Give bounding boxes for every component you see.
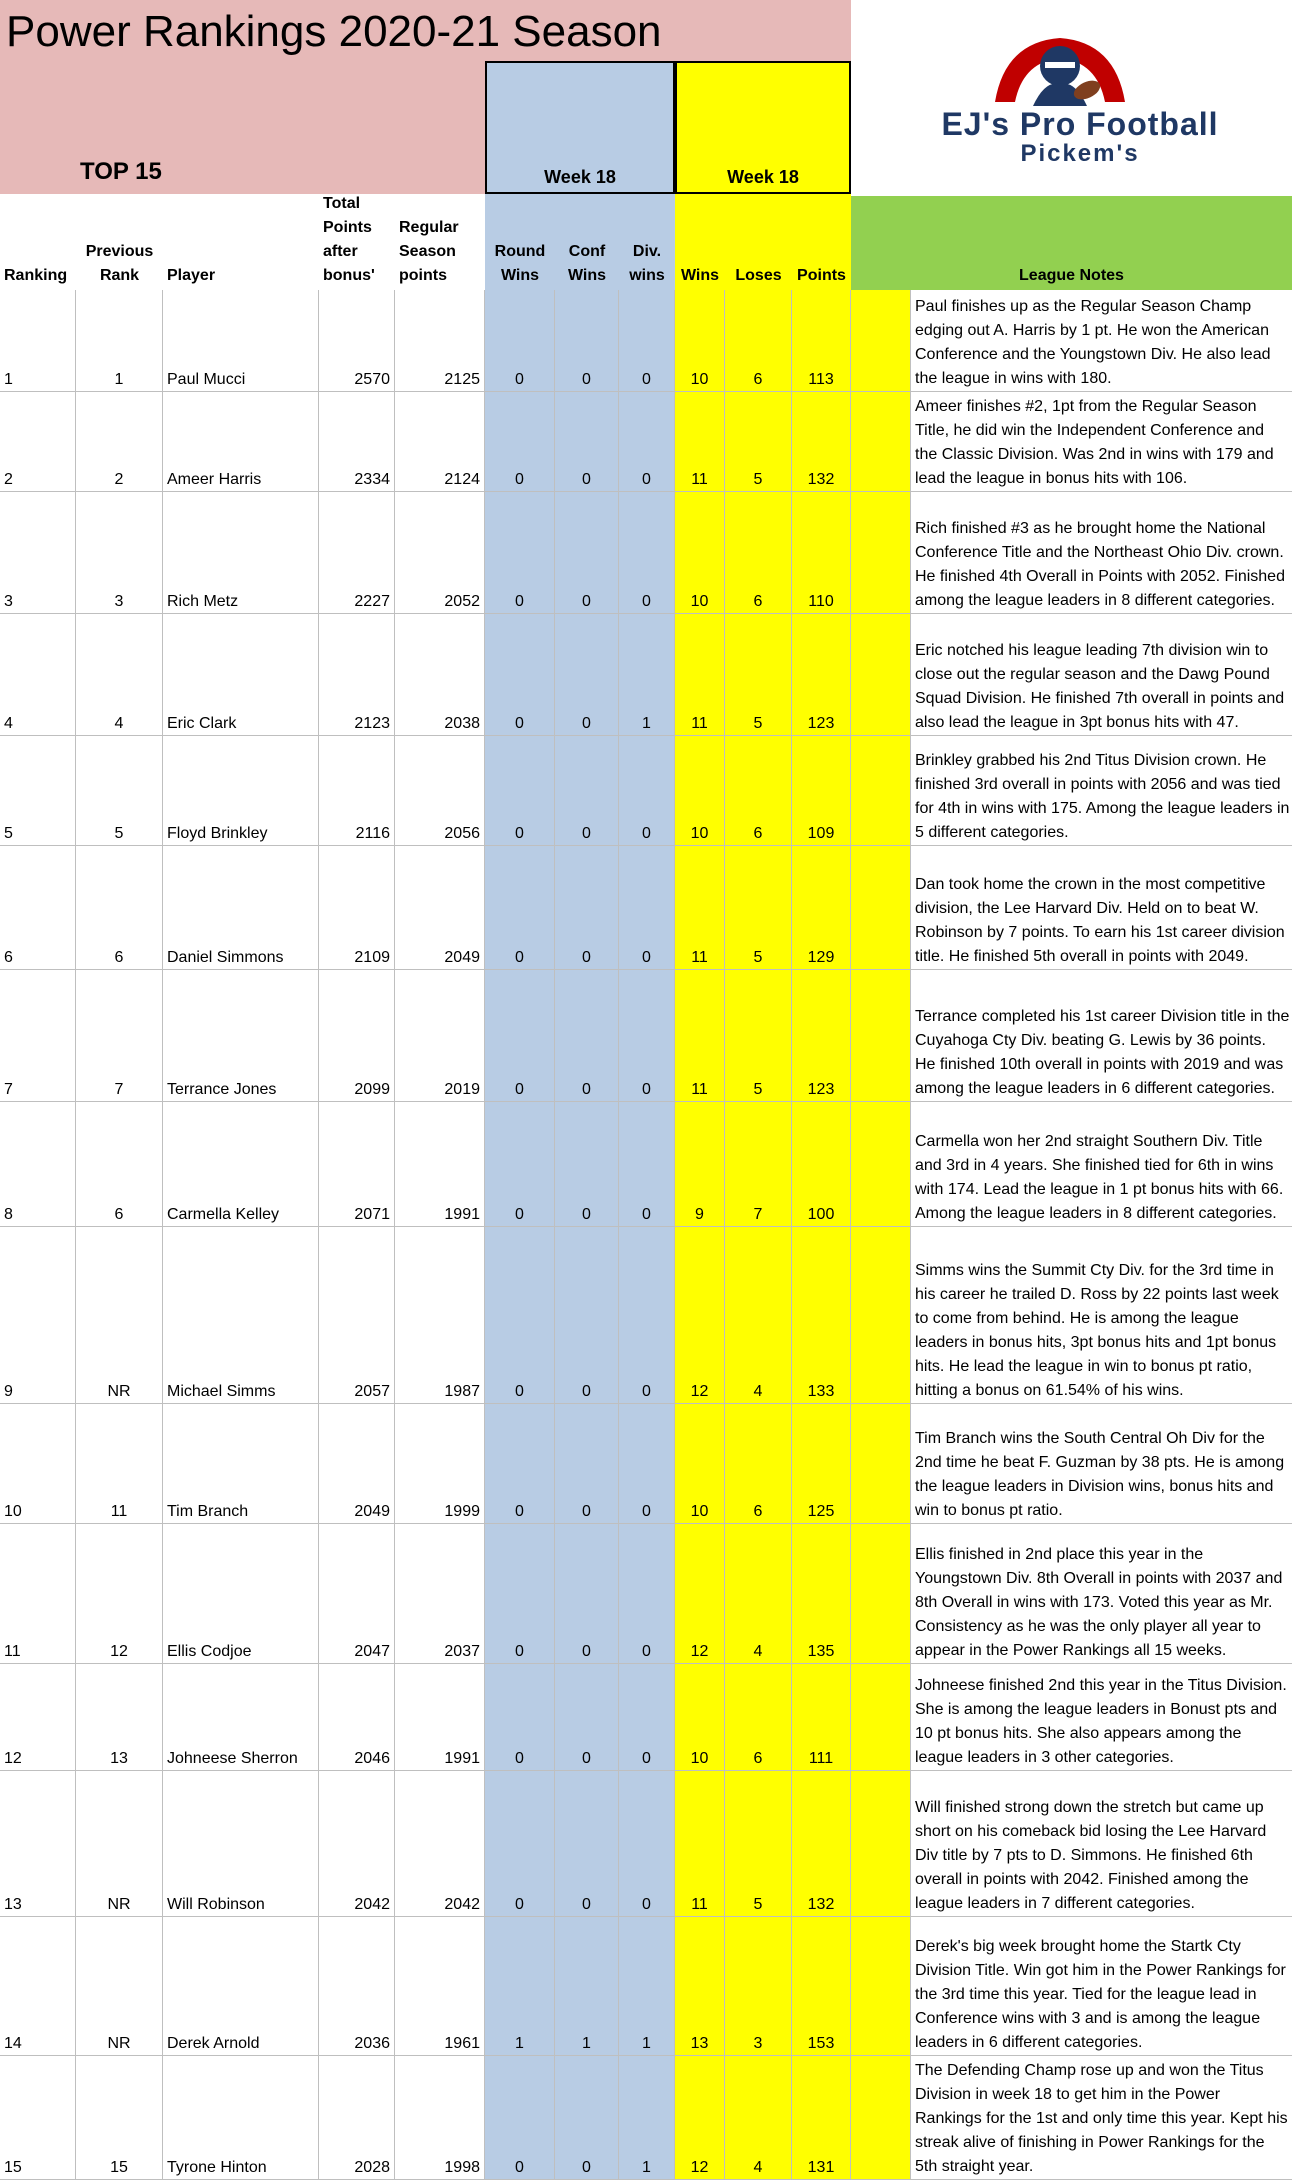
cell-points: 123 — [792, 970, 851, 1102]
cell-points: 123 — [792, 614, 851, 736]
cell-rank: 13 — [0, 1771, 76, 1917]
cell-points: 125 — [792, 1404, 851, 1524]
cell-points: 131 — [792, 2056, 851, 2180]
cell-player: Floyd Brinkley — [163, 736, 319, 846]
notes-spacer — [851, 846, 911, 970]
league-note — [911, 1664, 1292, 1771]
cell-player: Daniel Simmons — [163, 846, 319, 970]
league-note — [911, 846, 1292, 970]
cell-rank: 4 — [0, 614, 76, 736]
cell-wins: 12 — [675, 1524, 725, 1664]
cell-wins: 10 — [675, 492, 725, 614]
cell-previous-rank: 13 — [76, 1664, 163, 1771]
cell-div-wins: 0 — [619, 970, 675, 1102]
cell-total-points: 2071 — [319, 1102, 395, 1227]
cell-conf-wins: 0 — [555, 1102, 619, 1227]
cell-player: Terrance Jones — [163, 970, 319, 1102]
cell-previous-rank: 5 — [76, 736, 163, 846]
cell-total-points: 2570 — [319, 290, 395, 392]
league-note-text: Eric notched his league leading 7th division win to close out the regular season and the Dawg Pound Squad Division. He finished 7th overall in points and also lead the league in 3pt bonus hits with 47. — [915, 642, 1285, 731]
cell-loses: 6 — [725, 1404, 792, 1524]
league-note-text: Brinkley grabbed his 2nd Titus Division crown. He finished 3rd overall in points with 2056 and was tied for 4th in wins with 175. Among the league leaders in 5 different categories. — [915, 752, 1290, 841]
cell-player: Paul Mucci — [163, 290, 319, 392]
cell-previous-rank: 1 — [76, 290, 163, 392]
notes-spacer — [851, 290, 911, 392]
cell-regular-points: 2037 — [395, 1524, 485, 1664]
cell-points: 109 — [792, 736, 851, 846]
cell-total-points: 2046 — [319, 1664, 395, 1771]
cell-previous-rank: 15 — [76, 2056, 163, 2180]
cell-conf-wins: 0 — [555, 846, 619, 970]
cell-rank: 1 — [0, 290, 76, 392]
cell-player: Tim Branch — [163, 1404, 319, 1524]
notes-spacer — [851, 1102, 911, 1227]
cell-points: 132 — [792, 392, 851, 492]
league-note — [911, 1404, 1292, 1524]
cell-previous-rank: 3 — [76, 492, 163, 614]
cell-loses: 5 — [725, 614, 792, 736]
cell-round-wins: 0 — [485, 736, 555, 846]
league-note — [911, 1102, 1292, 1227]
cell-conf-wins: 0 — [555, 392, 619, 492]
cell-regular-points: 2056 — [395, 736, 485, 846]
cell-rank: 12 — [0, 1664, 76, 1771]
cell-div-wins: 0 — [619, 1664, 675, 1771]
notes-spacer — [851, 1917, 911, 2056]
notes-spacer — [851, 492, 911, 614]
cell-wins: 11 — [675, 970, 725, 1102]
cell-regular-points: 2019 — [395, 970, 485, 1102]
cell-loses: 4 — [725, 1524, 792, 1664]
cell-conf-wins: 0 — [555, 492, 619, 614]
cell-conf-wins: 0 — [555, 1771, 619, 1917]
cell-wins: 11 — [675, 846, 725, 970]
cell-wins: 12 — [675, 1227, 725, 1404]
header-loses: Loses — [735, 267, 782, 284]
cell-div-wins: 0 — [619, 1227, 675, 1404]
cell-regular-points: 1961 — [395, 1917, 485, 2056]
cell-loses: 7 — [725, 1102, 792, 1227]
cell-loses: 3 — [725, 1917, 792, 2056]
cell-round-wins: 0 — [485, 392, 555, 492]
cell-total-points: 2116 — [319, 736, 395, 846]
league-note-text: Will finished strong down the stretch but came up short on his comeback bid losing the Lee Harvard Div title by 7 pts to D. Simmons. He finished 6th overall in points with 2042. Finished among the league leaders in 7 different categories. — [915, 1799, 1267, 1912]
notes-spacer — [851, 2056, 911, 2180]
header-conf-wins: Conf Wins — [567, 243, 607, 284]
cell-div-wins: 1 — [619, 2056, 675, 2180]
cell-player: Johneese Sherron — [163, 1664, 319, 1771]
cell-previous-rank: NR — [76, 1227, 163, 1404]
cell-loses: 5 — [725, 1771, 792, 1917]
cell-loses: 6 — [725, 290, 792, 392]
league-note — [911, 1227, 1292, 1404]
notes-spacer — [851, 392, 911, 492]
cell-regular-points: 2038 — [395, 614, 485, 736]
cell-conf-wins: 0 — [555, 736, 619, 846]
cell-conf-wins: 0 — [555, 1404, 619, 1524]
cell-regular-points: 1999 — [395, 1404, 485, 1524]
page-title: Power Rankings 2020-21 Season — [6, 7, 662, 56]
league-note — [911, 1917, 1292, 2056]
cell-total-points: 2036 — [319, 1917, 395, 2056]
league-note-text: Ellis finished in 2nd place this year in the Youngstown Div. 8th Overall in points with 2037 and 8th Overall in wins with 173. Voted this year as Mr. Consistency as he was the only player all year to appear in the Power Rankings all 15 weeks. — [915, 1546, 1283, 1659]
football-player-logo-icon — [975, 32, 1145, 110]
league-note-text: Carmella won her 2nd straight Southern Div. Title and 3rd in 4 years. She finished tied for 6th in wins with 174. Lead the league in 1 pt bonus hits with 66. Among the league leaders in 8 different categories. — [915, 1133, 1284, 1222]
cell-div-wins: 0 — [619, 846, 675, 970]
week-header-yellow — [675, 61, 851, 194]
cell-regular-points: 1991 — [395, 1102, 485, 1227]
league-note — [911, 1524, 1292, 1664]
cell-conf-wins: 1 — [555, 1917, 619, 2056]
week-header-blue — [485, 61, 675, 194]
cell-points: 133 — [792, 1227, 851, 1404]
cell-loses: 6 — [725, 492, 792, 614]
cell-conf-wins: 0 — [555, 2056, 619, 2180]
cell-rank: 14 — [0, 1917, 76, 2056]
cell-total-points: 2028 — [319, 2056, 395, 2180]
cell-wins: 11 — [675, 1771, 725, 1917]
cell-loses: 5 — [725, 392, 792, 492]
league-note — [911, 2056, 1292, 2180]
cell-loses: 6 — [725, 1664, 792, 1771]
cell-regular-points: 2124 — [395, 392, 485, 492]
cell-previous-rank: NR — [76, 1917, 163, 2056]
league-note-text: Tim Branch wins the South Central Oh Div for the 2nd time he beat F. Guzman by 38 pts. He is among the league leaders in Division wins, bonus hits and win to bonus pt ratio. — [915, 1430, 1285, 1519]
league-note-text: Simms wins the Summit Cty Div. for the 3rd time in his career he trailed D. Ross by 22 points last week to come from behind. He is among the league leaders in bonus hits, 3pt bonus hits and 1pt bonus hits. He lead the league in win to bonus pt ratio, hitting a bonus on 61.54% of his wins. — [915, 1262, 1279, 1399]
header-wins: Wins — [680, 267, 720, 284]
cell-total-points: 2057 — [319, 1227, 395, 1404]
cell-loses: 4 — [725, 1227, 792, 1404]
cell-rank: 8 — [0, 1102, 76, 1227]
cell-div-wins: 0 — [619, 290, 675, 392]
cell-previous-rank: 6 — [76, 1102, 163, 1227]
notes-spacer — [851, 1771, 911, 1917]
cell-rank: 5 — [0, 736, 76, 846]
cell-rank: 15 — [0, 2056, 76, 2180]
cell-regular-points: 1998 — [395, 2056, 485, 2180]
cell-wins: 12 — [675, 2056, 725, 2180]
cell-round-wins: 1 — [485, 1917, 555, 2056]
cell-wins: 10 — [675, 1404, 725, 1524]
cell-regular-points: 2052 — [395, 492, 485, 614]
cell-total-points: 2042 — [319, 1771, 395, 1917]
cell-regular-points: 1991 — [395, 1664, 485, 1771]
league-note-text: Terrance completed his 1st career Division title in the Cuyahoga Cty Div. beating G. Lewis by 36 points. He finished 10th overall in points with 2019 and was among the league leaders in 6 different categories. — [915, 1008, 1290, 1097]
cell-div-wins: 0 — [619, 492, 675, 614]
cell-wins: 10 — [675, 1664, 725, 1771]
cell-loses: 4 — [725, 2056, 792, 2180]
cell-round-wins: 0 — [485, 1404, 555, 1524]
top15-label: TOP 15 — [80, 158, 162, 185]
cell-loses: 5 — [725, 970, 792, 1102]
cell-player: Will Robinson — [163, 1771, 319, 1917]
cell-wins: 11 — [675, 392, 725, 492]
cell-previous-rank: 6 — [76, 846, 163, 970]
cell-round-wins: 0 — [485, 1664, 555, 1771]
cell-rank: 11 — [0, 1524, 76, 1664]
header-div-wins: Div. wins — [629, 243, 665, 284]
cell-rank: 3 — [0, 492, 76, 614]
cell-conf-wins: 0 — [555, 1664, 619, 1771]
cell-previous-rank: 2 — [76, 392, 163, 492]
notes-spacer — [851, 970, 911, 1102]
cell-round-wins: 0 — [485, 1524, 555, 1664]
league-note-text: Paul finishes up as the Regular Season Champ edging out A. Harris by 1 pt. He won the American Conference and the Youngstown Div. He also lead the league in wins with 180. — [915, 298, 1271, 387]
cell-total-points: 2099 — [319, 970, 395, 1102]
cell-rank: 6 — [0, 846, 76, 970]
cell-round-wins: 0 — [485, 970, 555, 1102]
league-note-text: The Defending Champ rose up and won the Titus Division in week 18 to get him in the Power Rankings for the 1st and only time this year. Kept his streak alive of finishing in Power Rankings for the 5th straight year. — [915, 2062, 1288, 2175]
header-points: Points — [797, 267, 846, 284]
cell-conf-wins: 0 — [555, 970, 619, 1102]
cell-player: Derek Arnold — [163, 1917, 319, 2056]
logo-text-line1: EJ's Pro Football — [941, 106, 1219, 142]
cell-player: Tyrone Hinton — [163, 2056, 319, 2180]
cell-div-wins: 0 — [619, 1524, 675, 1664]
cell-round-wins: 0 — [485, 492, 555, 614]
notes-spacer — [851, 1524, 911, 1664]
cell-rank: 10 — [0, 1404, 76, 1524]
cell-previous-rank: 11 — [76, 1404, 163, 1524]
cell-points: 153 — [792, 1917, 851, 2056]
league-note — [911, 492, 1292, 614]
cell-conf-wins: 0 — [555, 1227, 619, 1404]
cell-round-wins: 0 — [485, 290, 555, 392]
cell-conf-wins: 0 — [555, 1524, 619, 1664]
cell-wins: 9 — [675, 1102, 725, 1227]
notes-spacer — [851, 1404, 911, 1524]
week-yellow-label: Week 18 — [727, 167, 799, 187]
cell-div-wins: 0 — [619, 392, 675, 492]
league-note-text: Rich finished #3 as he brought home the National Conference Title and the Northeast Ohio Div. crown. He finished 4th Overall in Points with 2052. Finished among the league leaders in 8 different categories. — [915, 520, 1285, 609]
cell-total-points: 2049 — [319, 1404, 395, 1524]
cell-rank: 2 — [0, 392, 76, 492]
cell-conf-wins: 0 — [555, 290, 619, 392]
league-note — [911, 392, 1292, 492]
cell-points: 110 — [792, 492, 851, 614]
league-note — [911, 970, 1292, 1102]
cell-points: 135 — [792, 1524, 851, 1664]
league-note-text: Johneese finished 2nd this year in the Titus Division. She is among the league leaders in Bonust pts and 10 pt bonus hits. She also appears among the league leaders in 3 other categories. — [915, 1677, 1287, 1766]
league-note — [911, 736, 1292, 846]
header-round-wins: Round Wins — [494, 243, 546, 284]
cell-round-wins: 0 — [485, 2056, 555, 2180]
cell-player: Eric Clark — [163, 614, 319, 736]
logo-text-line2: Pickem's — [1020, 140, 1140, 167]
cell-wins: 13 — [675, 1917, 725, 2056]
notes-spacer — [851, 1664, 911, 1771]
cell-div-wins: 0 — [619, 1404, 675, 1524]
cell-points: 132 — [792, 1771, 851, 1917]
cell-rank: 9 — [0, 1227, 76, 1404]
notes-spacer — [851, 614, 911, 736]
cell-wins: 11 — [675, 614, 725, 736]
league-note-text: Ameer finishes #2, 1pt from the Regular Season Title, he did win the Independent Conference and the Classic Division. Was 2nd in wins with 179 and lead the league in bonus hits with 106. — [915, 398, 1274, 487]
cell-total-points: 2334 — [319, 392, 395, 492]
league-note-text: Derek's big week brought home the Startk Cty Division Title. Win got him in the Power Rankings for the 3rd time this year. Tied for the league lead in Conference wins with 3 and is among the league leaders in 6 different categories. — [915, 1938, 1286, 2051]
header-ranking: Ranking — [4, 267, 68, 284]
cell-points: 100 — [792, 1102, 851, 1227]
cell-round-wins: 0 — [485, 1227, 555, 1404]
cell-div-wins: 0 — [619, 1771, 675, 1917]
cell-total-points: 2123 — [319, 614, 395, 736]
cell-player: Michael Simms — [163, 1227, 319, 1404]
cell-regular-points: 1987 — [395, 1227, 485, 1404]
league-note — [911, 614, 1292, 736]
cell-round-wins: 0 — [485, 614, 555, 736]
cell-div-wins: 1 — [619, 614, 675, 736]
header-previous-rank: Previous Rank — [85, 243, 154, 284]
cell-previous-rank: 12 — [76, 1524, 163, 1664]
cell-round-wins: 0 — [485, 1102, 555, 1227]
cell-rank: 7 — [0, 970, 76, 1102]
cell-loses: 5 — [725, 846, 792, 970]
cell-previous-rank: NR — [76, 1771, 163, 1917]
cell-total-points: 2227 — [319, 492, 395, 614]
cell-total-points: 2109 — [319, 846, 395, 970]
cell-conf-wins: 0 — [555, 614, 619, 736]
cell-div-wins: 0 — [619, 736, 675, 846]
cell-div-wins: 0 — [619, 1102, 675, 1227]
header-player: Player — [167, 267, 216, 284]
cell-regular-points: 2125 — [395, 290, 485, 392]
notes-spacer — [851, 1227, 911, 1404]
league-note — [911, 1771, 1292, 1917]
cell-player: Ellis Codjoe — [163, 1524, 319, 1664]
cell-loses: 6 — [725, 736, 792, 846]
cell-wins: 10 — [675, 736, 725, 846]
notes-spacer — [851, 736, 911, 846]
cell-points: 113 — [792, 290, 851, 392]
cell-div-wins: 1 — [619, 1917, 675, 2056]
header-total-points: Total Points after bonus' — [323, 195, 375, 284]
cell-player: Ameer Harris — [163, 392, 319, 492]
cell-total-points: 2047 — [319, 1524, 395, 1664]
league-note — [911, 290, 1292, 392]
cell-player: Carmella Kelley — [163, 1102, 319, 1227]
cell-regular-points: 2049 — [395, 846, 485, 970]
header-league-notes: League Notes — [1019, 267, 1124, 284]
cell-previous-rank: 7 — [76, 970, 163, 1102]
cell-points: 129 — [792, 846, 851, 970]
cell-regular-points: 2042 — [395, 1771, 485, 1917]
cell-player: Rich Metz — [163, 492, 319, 614]
header-regular-points: Regular Season points — [399, 219, 459, 284]
week-blue-label: Week 18 — [544, 167, 616, 187]
league-note-text: Dan took home the crown in the most competitive division, the Lee Harvard Div. Held on to beat W. Robinson by 7 points. To earn his 1st career division title. He finished 5th overall in points with 2049. — [915, 876, 1285, 965]
cell-wins: 10 — [675, 290, 725, 392]
cell-round-wins: 0 — [485, 846, 555, 970]
cell-round-wins: 0 — [485, 1771, 555, 1917]
cell-previous-rank: 4 — [76, 614, 163, 736]
cell-points: 111 — [792, 1664, 851, 1771]
